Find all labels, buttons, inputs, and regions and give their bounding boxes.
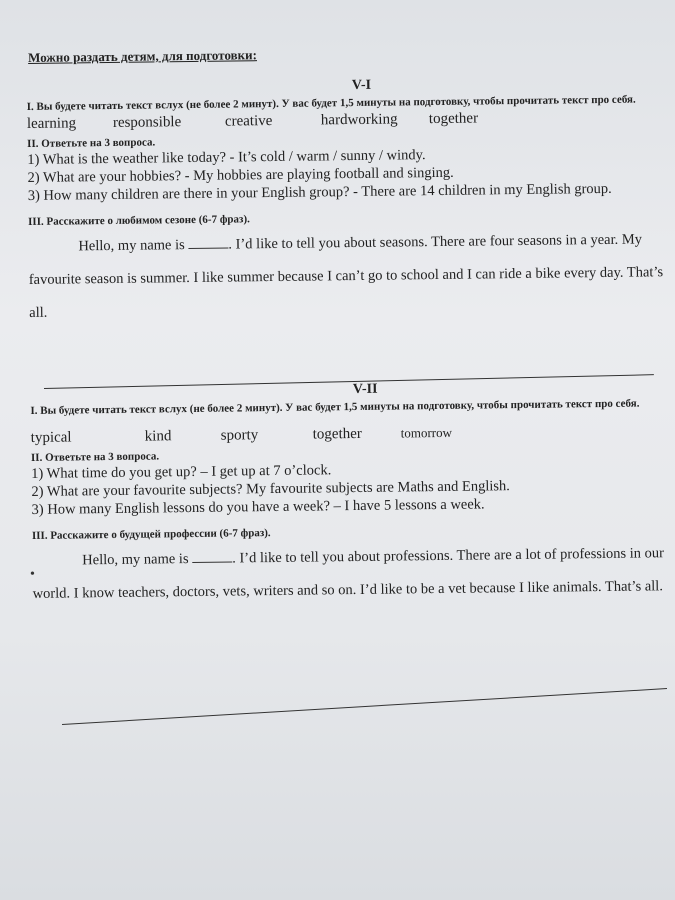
variant1-word: responsible: [112, 114, 182, 131]
variant1-story-rest: . I’d like to tell you about seasons. There are four seasons in a year. My favourite season is summer. I like summer because I can’t go to school and I can ride a bike every day. That’s all.: [28, 231, 664, 321]
name-blank: [192, 550, 232, 563]
variant1-word: learning: [26, 115, 77, 132]
variant1-task1: I. Вы будете читать текст вслух (не более 2 минут). У вас будет 1,5 минуты на подготовку, чтобы прочитать текст про себя.: [26, 93, 636, 113]
variant2-task3: III. Расскажите о будущей профессии (6-7 фраз).: [31, 527, 271, 542]
variant1-task3: III. Расскажите о любимом сезоне (6-7 фраз).: [28, 213, 250, 228]
variant2-story-rest: . I’d like to tell you about professions. There are a lot of professions in our world. I know teachers, doctors, vets, writers and so on. I’d like to be a vet because I like animals. That’s all.: [32, 545, 665, 602]
variant2-word-list: [31, 422, 671, 447]
page-heading: Можно раздать детям, для подготовки:: [27, 47, 258, 65]
variant2-task1: I. Вы будете читать текст вслух (не более 2 минут). У вас будет 1,5 минуты на подготовку, чтобы прочитать текст про себя.: [30, 397, 640, 417]
margin-dot: •: [30, 567, 35, 582]
variant1-story-start: Hello, my name is: [78, 237, 185, 255]
name-blank: [188, 236, 228, 249]
variant2-word: typical: [30, 429, 72, 446]
variant1-word: creative: [224, 112, 273, 130]
variant1-question: 3) How many children are there in your English group? - There are 14 children in my English group.: [27, 180, 612, 204]
variant1-word: together: [428, 110, 479, 128]
worksheet-content: [26, 42, 673, 611]
variant2-story-start: Hello, my name is: [82, 551, 189, 569]
variant2-title: V-II: [352, 381, 378, 398]
variant2-question: 1) What time do you get up? – I get up at 7 o’clock.: [31, 462, 332, 482]
variant2-word: together: [312, 425, 362, 443]
variant1-word: hardworking: [320, 111, 398, 129]
underline-stroke: [62, 688, 667, 725]
variant1-question: 2) What are your hobbies? - My hobbies are playing football and singing.: [27, 164, 454, 186]
variant2-story: [32, 537, 673, 611]
variant1-task2: II. Ответьте на 3 вопроса.: [27, 136, 156, 150]
variant1-question: 1) What is the weather like today? - It’s cold / warm / sunny / windy.: [27, 147, 426, 168]
variant2-task2: II. Ответьте на 3 вопроса.: [30, 450, 160, 464]
variant2-word: tomorrow: [400, 424, 453, 441]
variant1-title: V-I: [351, 77, 372, 94]
variant2-word: kind: [144, 428, 172, 445]
variant2-word: sporty: [220, 427, 259, 444]
variant1-story: [28, 223, 669, 330]
variant2-question: 3) How many English lessons do you have a week? – I have 5 lessons a week.: [31, 496, 485, 518]
variant2-question: 2) What are your favourite subjects? My favourite subjects are Maths and English.: [31, 478, 510, 500]
